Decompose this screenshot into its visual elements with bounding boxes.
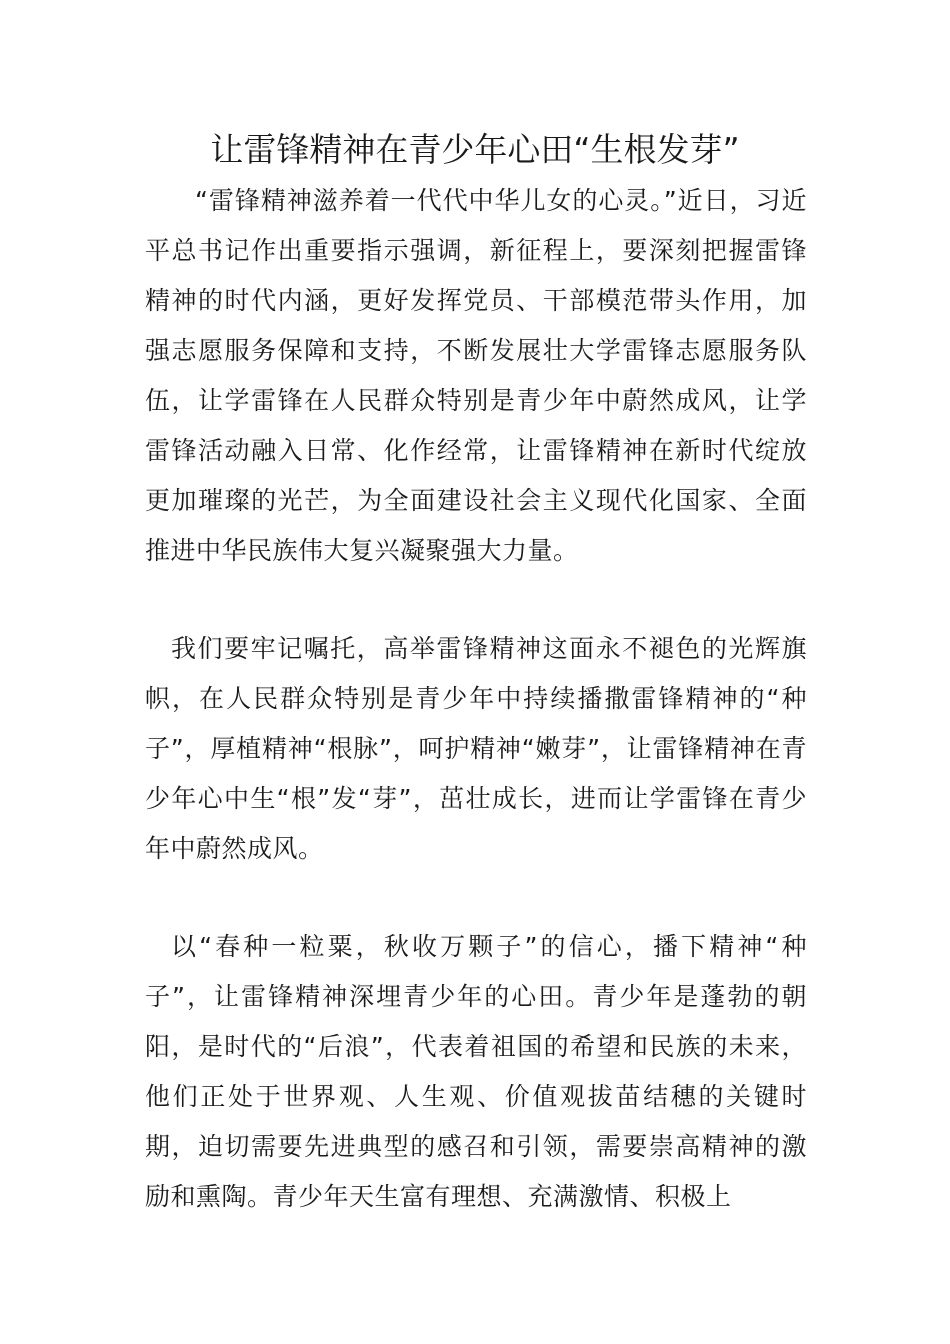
paragraph-3 [145,922,807,1222]
paragraph-text: “雷锋精神滋养着一代代中华儿女的心灵。”近日，习近平总书记作出重要指示强调，新征程上，要深刻把握雷锋精神的时代内涵，更好发挥党员、干部模范带头作用，加强志愿服务保障和支持，不断发展壮大学雷锋志愿服务队伍，让学雷锋在人民群众特别是青少年中蔚然成风，让学雷锋活动融入日常、化作经常，让雷锋精神在新时代绽放更加璀璨的光芒，为全面建设社会主义现代化国家、全面推进中华民族伟大复兴凝聚强大力量。 [145,186,807,565]
paragraph-text: 我们要牢记嘱托，高举雷锋精神这面永不褪色的光辉旗帜，在人民群众特别是青少年中持续播撒雷锋精神的“种子”，厚植精神“根脉”，呵护精神“嫩芽”，让雷锋精神在青少年心中生“根”发“芽”，茁壮成长，进而让学雷锋在青少年中蔚然成风。 [145,634,807,863]
paragraph-2 [145,624,807,874]
paragraph-text: 以“春种一粒粟，秋收万颗子”的信心，播下精神“种子”，让雷锋精神深埋青少年的心田。青少年是蓬勃的朝阳，是时代的“后浪”，代表着祖国的希望和民族的未来，他们正处于世界观、人生观、价值观拔苗结穗的关键时期，迫切需要先进典型的感召和引领，需要崇高精神的激励和熏陶。青少年天生富有理想、充满激情、积极上 [145,932,807,1211]
paragraph-1 [145,176,807,576]
document-title: 让雷锋精神在青少年心田“生根发芽” [210,130,740,169]
